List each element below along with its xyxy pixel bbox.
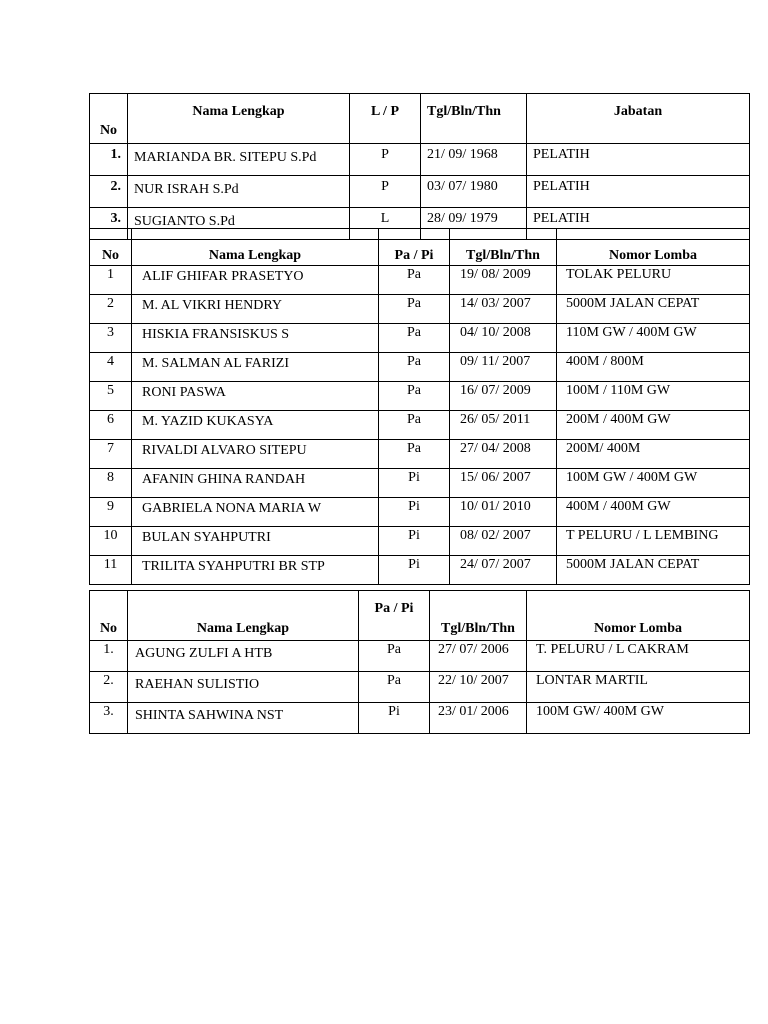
- event: 100M / 110M GW: [557, 382, 750, 411]
- event: 100M GW / 400M GW: [557, 469, 750, 498]
- person-name: HISKIA FRANSISKUS S: [132, 324, 379, 353]
- birth-date: 03/ 07/ 1980: [421, 176, 527, 208]
- table-row: [90, 498, 750, 527]
- event: LONTAR MARTIL: [527, 672, 750, 703]
- person-name: GABRIELA NONA MARIA W: [132, 498, 379, 527]
- person-name: M. SALMAN AL FARIZI: [132, 353, 379, 382]
- row-number: 9: [90, 498, 132, 527]
- header-name: Nama Lengkap: [128, 591, 359, 641]
- row-number: 10: [90, 527, 132, 556]
- person-name: TRILITA SYAHPUTRI BR STP: [132, 556, 379, 585]
- gender: Pi: [359, 703, 430, 734]
- person-name: SHINTA SAHWINA NST: [128, 703, 359, 734]
- birth-date: 27/ 07/ 2006: [430, 641, 527, 672]
- table-row: [90, 641, 750, 672]
- header-dob: Tgl/Bln/Thn: [450, 229, 557, 266]
- row-number: 3.: [90, 703, 128, 734]
- person-name: RONI PASWA: [132, 382, 379, 411]
- birth-date: 09/ 11/ 2007: [450, 353, 557, 382]
- person-name: RIVALDI ALVARO SITEPU: [132, 440, 379, 469]
- row-number: 6: [90, 411, 132, 440]
- header-gender: Pa / Pi: [359, 591, 430, 641]
- birth-date: 26/ 05/ 2011: [450, 411, 557, 440]
- event: 200M/ 400M: [557, 440, 750, 469]
- gender: Pa: [379, 324, 450, 353]
- person-name: MARIANDA BR. SITEPU S.Pd: [128, 144, 350, 176]
- header-event: Nomor Lomba: [557, 229, 750, 266]
- row-number: 7: [90, 440, 132, 469]
- header-name: Nama Lengkap: [132, 229, 379, 266]
- event: 110M GW / 400M GW: [557, 324, 750, 353]
- row-number: 3: [90, 324, 132, 353]
- table-row: [90, 176, 750, 208]
- header-dob: Tgl/Bln/Thn: [430, 591, 527, 641]
- person-name: BULAN SYAHPUTRI: [132, 527, 379, 556]
- header-position: Jabatan: [527, 94, 750, 144]
- position: PELATIH: [527, 176, 750, 208]
- birth-date: 22/ 10/ 2007: [430, 672, 527, 703]
- event: 400M / 400M GW: [557, 498, 750, 527]
- table-row: [90, 382, 750, 411]
- gender: Pa: [379, 295, 450, 324]
- gender: Pa: [359, 672, 430, 703]
- event: 100M GW/ 400M GW: [527, 703, 750, 734]
- table-row: [90, 672, 750, 703]
- person-name: M. YAZID KUKASYA: [132, 411, 379, 440]
- birth-date: 16/ 07/ 2009: [450, 382, 557, 411]
- person-name: SUGIANTO S.Pd: [128, 208, 350, 240]
- person-name: AFANIN GHINA RANDAH: [132, 469, 379, 498]
- birth-date: 08/ 02/ 2007: [450, 527, 557, 556]
- table-row: [90, 266, 750, 295]
- gender: P: [350, 176, 421, 208]
- header-no: No: [90, 229, 132, 266]
- row-number: 2: [90, 295, 132, 324]
- birth-date: 24/ 07/ 2007: [450, 556, 557, 585]
- row-number: 5: [90, 382, 132, 411]
- header-name: Nama Lengkap: [128, 94, 350, 144]
- gender: Pa: [359, 641, 430, 672]
- row-number: 8: [90, 469, 132, 498]
- birth-date: 10/ 01/ 2010: [450, 498, 557, 527]
- event: 200M / 400M GW: [557, 411, 750, 440]
- header-gender: L / P: [350, 94, 421, 144]
- birth-date: 21/ 09/ 1968: [421, 144, 527, 176]
- event: 5000M JALAN CEPAT: [557, 295, 750, 324]
- row-number: 2.: [90, 672, 128, 703]
- gender: Pi: [379, 498, 450, 527]
- gender: Pa: [379, 411, 450, 440]
- birth-date: 27/ 04/ 2008: [450, 440, 557, 469]
- birth-date: 14/ 03/ 2007: [450, 295, 557, 324]
- table-row: [90, 324, 750, 353]
- event: T PELURU / L LEMBING: [557, 527, 750, 556]
- event: TOLAK PELURU: [557, 266, 750, 295]
- event: 5000M JALAN CEPAT: [557, 556, 750, 585]
- table-header-row: [90, 591, 750, 641]
- birth-date: 23/ 01/ 2006: [430, 703, 527, 734]
- person-name: AGUNG ZULFI A HTB: [128, 641, 359, 672]
- row-number: 1.: [90, 641, 128, 672]
- gender: L: [350, 208, 421, 240]
- row-number: 4: [90, 353, 132, 382]
- position: PELATIH: [527, 144, 750, 176]
- header-no: No: [90, 591, 128, 641]
- gender: Pa: [379, 353, 450, 382]
- gender: Pa: [379, 440, 450, 469]
- row-number: 11: [90, 556, 132, 585]
- person-name: M. AL VIKRI HENDRY: [132, 295, 379, 324]
- birth-date: 15/ 06/ 2007: [450, 469, 557, 498]
- birth-date: 28/ 09/ 1979: [421, 208, 527, 240]
- row-number: 2.: [90, 176, 128, 208]
- gender: Pi: [379, 469, 450, 498]
- table-row: [90, 295, 750, 324]
- person-name: NUR ISRAH S.Pd: [128, 176, 350, 208]
- birth-date: 19/ 08/ 2009: [450, 266, 557, 295]
- table-row: [90, 469, 750, 498]
- table-header-row: [90, 94, 750, 144]
- athletes-table: [89, 228, 750, 585]
- gender: Pi: [379, 556, 450, 585]
- table-row: [90, 144, 750, 176]
- table-header-row: [90, 229, 750, 266]
- gender: Pi: [379, 527, 450, 556]
- position: PELATIH: [527, 208, 750, 240]
- junior-athletes-table: [89, 590, 750, 734]
- header-event: Nomor Lomba: [527, 591, 750, 641]
- row-number: 3.: [90, 208, 128, 240]
- birth-date: 04/ 10/ 2008: [450, 324, 557, 353]
- coaches-table: [89, 93, 750, 240]
- gender: Pa: [379, 382, 450, 411]
- table-row: [90, 556, 750, 585]
- person-name: RAEHAN SULISTIO: [128, 672, 359, 703]
- table-row: [90, 703, 750, 734]
- person-name: ALIF GHIFAR PRASETYO: [132, 266, 379, 295]
- header-gender: Pa / Pi: [379, 229, 450, 266]
- gender: Pa: [379, 266, 450, 295]
- gender: P: [350, 144, 421, 176]
- table-row: [90, 411, 750, 440]
- header-no: No: [90, 94, 128, 144]
- header-dob: Tgl/Bln/Thn: [421, 94, 527, 144]
- row-number: 1: [90, 266, 132, 295]
- event: 400M / 800M: [557, 353, 750, 382]
- table-row: [90, 440, 750, 469]
- table-row: [90, 527, 750, 556]
- row-number: 1.: [90, 144, 128, 176]
- table-row: [90, 353, 750, 382]
- event: T. PELURU / L CAKRAM: [527, 641, 750, 672]
